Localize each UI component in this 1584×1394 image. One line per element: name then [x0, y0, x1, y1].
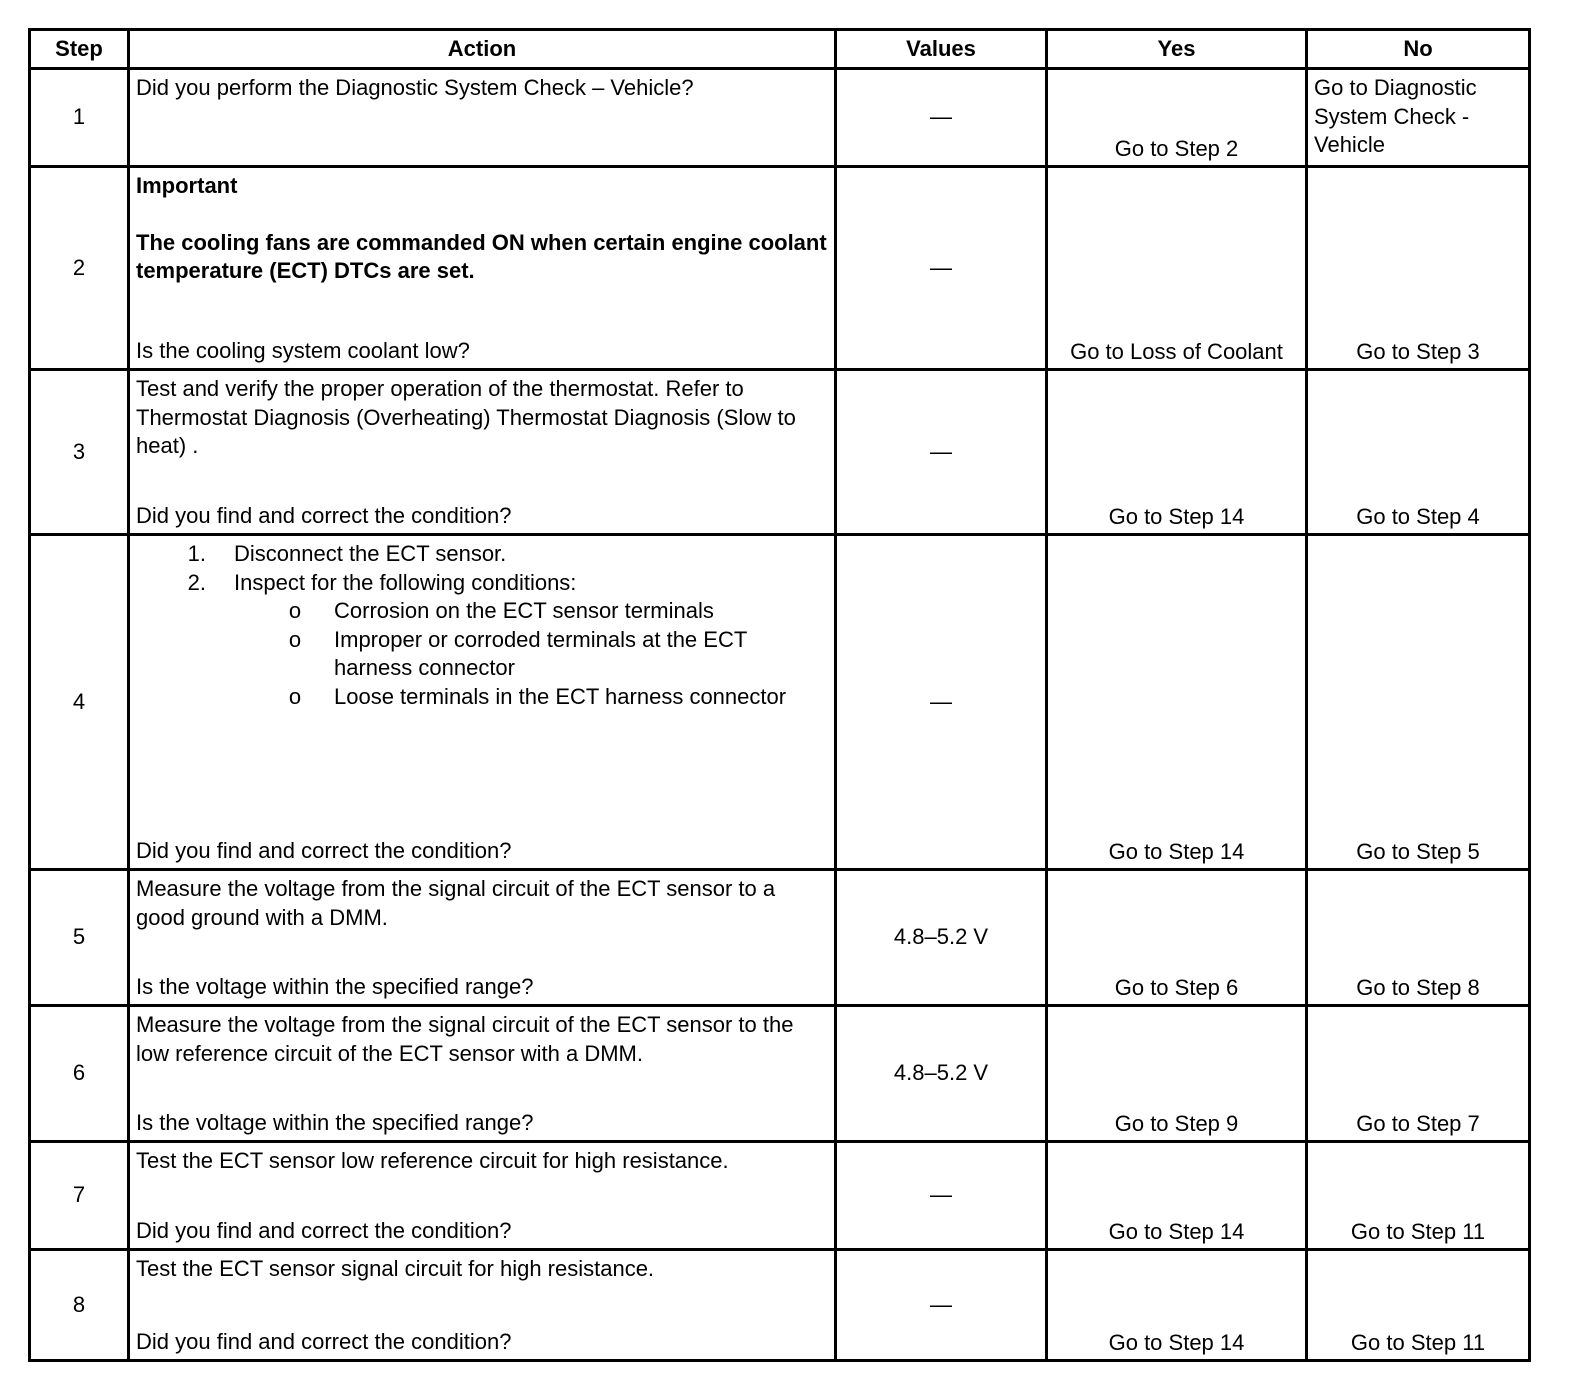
no-cell: Go to Step 3	[1307, 167, 1530, 370]
step-number: 4	[30, 535, 129, 870]
action-instructions	[136, 1147, 828, 1176]
action-cell	[129, 167, 836, 370]
header-values: Values	[836, 30, 1047, 69]
table-row	[30, 1142, 1530, 1250]
values-cell: —	[836, 69, 1047, 167]
item-number: 2.	[187, 569, 206, 595]
values-cell: 4.8–5.2 V	[836, 870, 1047, 1006]
item-text: Inspect for the following conditions:	[234, 569, 577, 595]
item-text: Loose terminals in the ECT harness connector	[334, 683, 787, 709]
action-content	[136, 375, 828, 530]
action-cell	[129, 1006, 836, 1142]
numbered-item	[136, 540, 828, 569]
action-content	[136, 1011, 828, 1137]
values-cell: —	[836, 1142, 1047, 1250]
step-number: 2	[30, 167, 129, 370]
header-step: Step	[30, 30, 129, 69]
action-content	[136, 1147, 828, 1245]
important-note: The cooling fans are commanded ON when certain engine coolant temperature (ECT) DTCs are set.	[136, 229, 827, 283]
bullet-item	[136, 597, 828, 626]
numbered-item	[136, 569, 828, 598]
yes-cell: Go to Step 6	[1047, 870, 1307, 1006]
yes-cell: Go to Step 14	[1047, 1250, 1307, 1361]
action-question: Is the voltage within the specified range?	[136, 1109, 534, 1135]
action-content	[136, 875, 828, 1001]
yes-cell: Go to Step 14	[1047, 1142, 1307, 1250]
action-cell	[129, 370, 836, 535]
values-cell: —	[836, 1250, 1047, 1361]
action-instructions	[136, 1011, 828, 1068]
action-content	[136, 74, 828, 162]
header-yes: Yes	[1047, 30, 1307, 69]
step-number: 6	[30, 1006, 129, 1142]
action-cell	[129, 1142, 836, 1250]
diagnostic-table	[28, 28, 1531, 1362]
no-cell: Go to Diagnostic System Check - Vehicle	[1307, 69, 1530, 167]
no-cell: Go to Step 7	[1307, 1006, 1530, 1142]
yes-cell: Go to Step 2	[1047, 69, 1307, 167]
step-number: 8	[30, 1250, 129, 1361]
no-cell: Go to Step 11	[1307, 1250, 1530, 1361]
action-question: Is the voltage within the specified range?	[136, 973, 534, 999]
step-number: 7	[30, 1142, 129, 1250]
spacer	[136, 201, 828, 229]
yes-cell: Go to Step 14	[1047, 535, 1307, 870]
table-row	[30, 535, 1530, 870]
action-question: Is the cooling system coolant low?	[136, 337, 470, 363]
action-cell	[129, 1250, 836, 1361]
bullet-marker: o	[288, 598, 302, 623]
values-cell: 4.8–5.2 V	[836, 1006, 1047, 1142]
table-row	[30, 167, 1530, 370]
yes-cell: Go to Step 9	[1047, 1006, 1307, 1142]
no-cell: Go to Step 4	[1307, 370, 1530, 535]
action-question: Did you find and correct the condition?	[136, 1328, 512, 1354]
header-action: Action	[129, 30, 836, 69]
action-question: Did you find and correct the condition?	[136, 837, 512, 863]
important-note: Important	[136, 173, 238, 198]
yes-cell: Go to Step 14	[1047, 370, 1307, 535]
action-question: Did you find and correct the condition?	[136, 1217, 512, 1243]
step-number: 1	[30, 69, 129, 167]
values-cell: —	[836, 167, 1047, 370]
action-text: Test the ECT sensor signal circuit for high resistance.	[136, 1256, 655, 1281]
bullet-item	[136, 683, 828, 712]
step-number: 5	[30, 870, 129, 1006]
action-content	[136, 1255, 828, 1356]
bullet-marker: o	[288, 626, 302, 652]
action-cell	[129, 535, 836, 870]
table-row	[30, 370, 1530, 535]
action-instructions	[136, 375, 828, 461]
item-text: Corrosion on the ECT sensor terminals	[334, 598, 714, 623]
table-row	[30, 870, 1530, 1006]
table-row	[30, 1006, 1530, 1142]
action-instructions	[136, 172, 828, 286]
item-text: Disconnect the ECT sensor.	[234, 541, 507, 566]
action-content	[136, 540, 828, 865]
item-number: 1.	[187, 541, 206, 566]
action-content	[136, 172, 828, 365]
action-instructions	[136, 1255, 828, 1284]
action-text: Measure the voltage from the signal circuit of the ECT sensor to a good ground with a DMM.	[136, 876, 776, 930]
item-text: Improper or corroded terminals at the ECT harness connector	[334, 626, 747, 680]
action-question: Did you find and correct the condition?	[136, 502, 512, 528]
table-row	[30, 69, 1530, 167]
header-row	[30, 30, 1530, 69]
yes-cell: Go to Loss of Coolant	[1047, 167, 1307, 370]
no-cell: Go to Step 5	[1307, 535, 1530, 870]
action-text: Measure the voltage from the signal circuit of the ECT sensor to the low reference circuit of the ECT sensor with a DMM.	[136, 1012, 794, 1066]
table-row	[30, 1250, 1530, 1361]
step-number: 3	[30, 370, 129, 535]
action-text: Did you perform the Diagnostic System Check – Vehicle?	[136, 75, 694, 100]
bullet-item	[136, 626, 828, 683]
no-cell: Go to Step 8	[1307, 870, 1530, 1006]
values-cell: —	[836, 535, 1047, 870]
action-text: Test and verify the proper operation of the thermostat. Refer to Thermostat Diagnosis (Overheating) Thermostat Diagnosis (Slow to heat) .	[136, 376, 796, 458]
action-instructions	[136, 540, 828, 711]
values-cell: —	[836, 370, 1047, 535]
action-cell	[129, 870, 836, 1006]
header-no: No	[1307, 30, 1530, 69]
no-cell: Go to Step 11	[1307, 1142, 1530, 1250]
action-cell	[129, 69, 836, 167]
action-instructions	[136, 74, 828, 103]
action-text: Test the ECT sensor low reference circuit for high resistance.	[136, 1148, 729, 1173]
bullet-marker: o	[288, 683, 302, 709]
action-instructions	[136, 875, 828, 932]
